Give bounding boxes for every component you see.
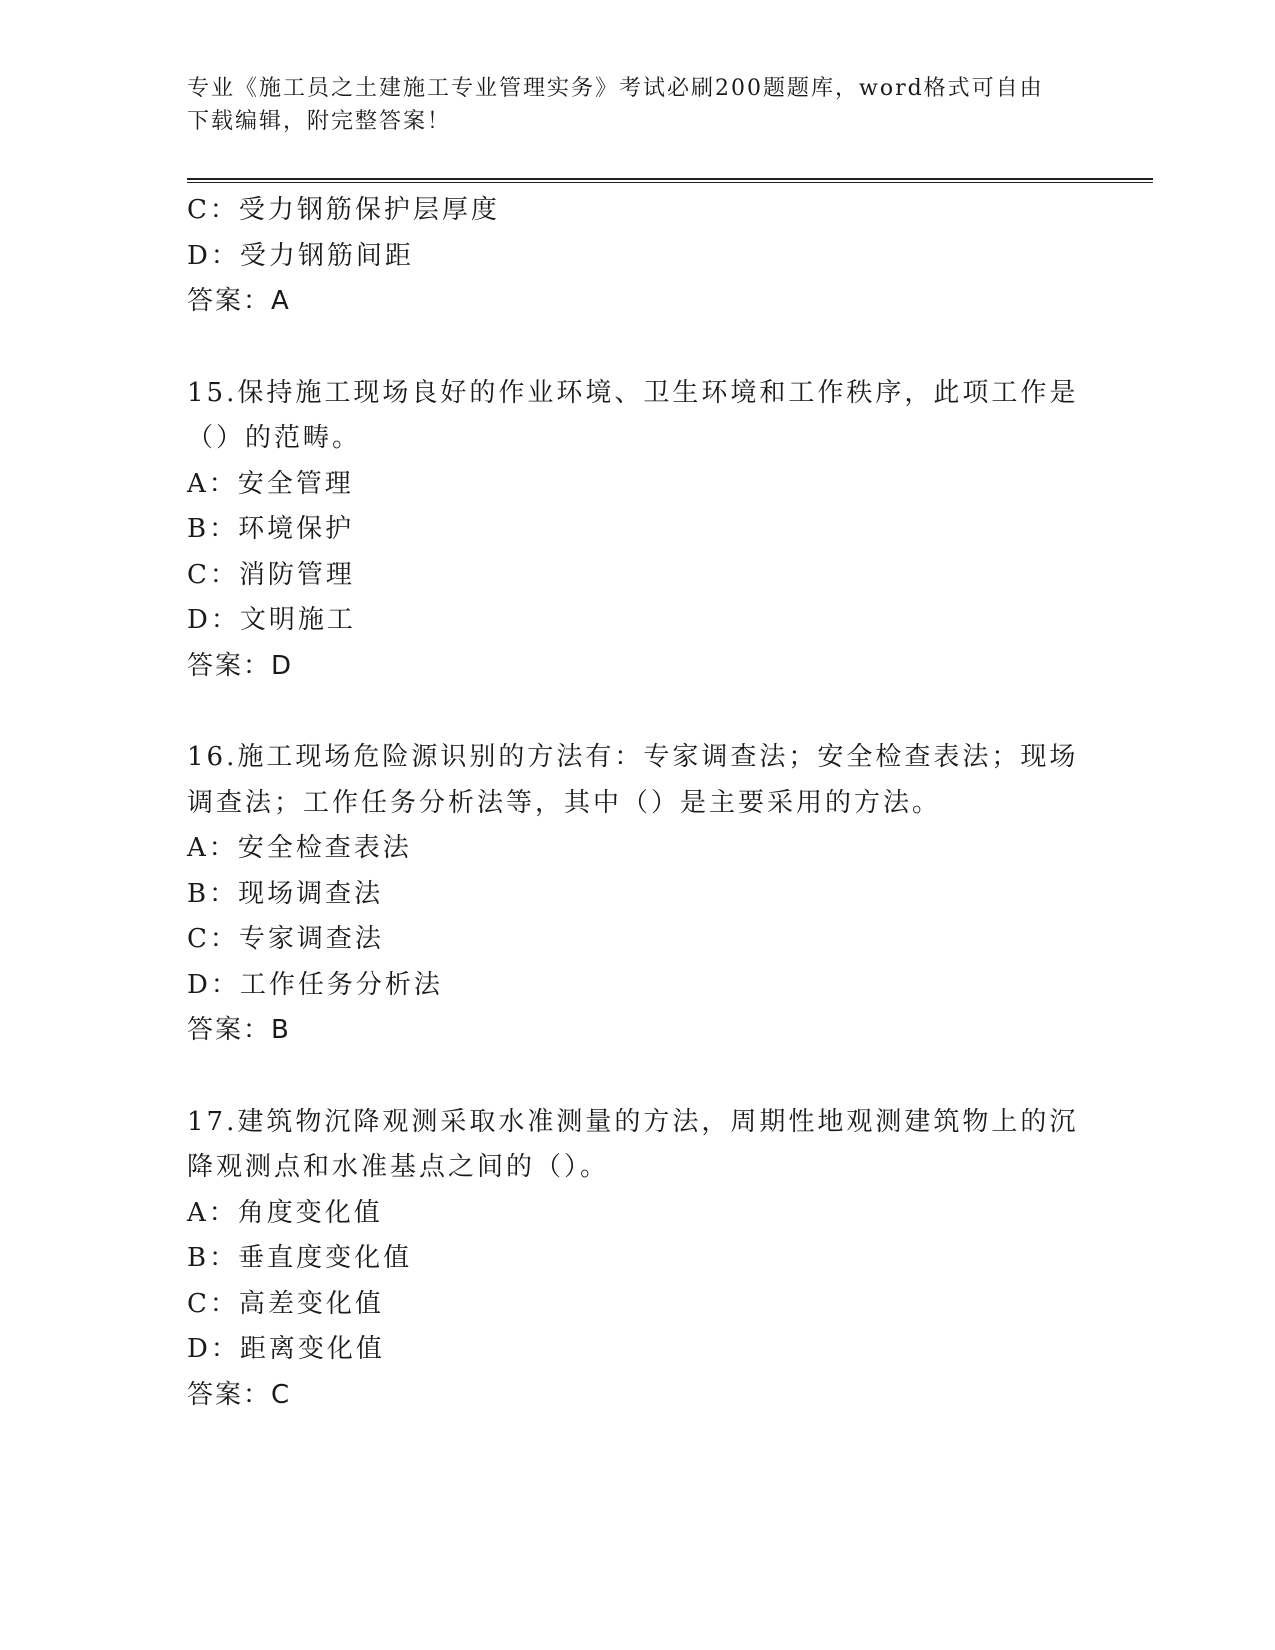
header-divider bbox=[187, 178, 1153, 183]
answer-line: 答案：D bbox=[187, 650, 294, 681]
option-c: C：消防管理 bbox=[187, 559, 355, 590]
option-b: B：环境保护 bbox=[187, 514, 355, 544]
option-d: D：受力钢筋间距 bbox=[187, 240, 414, 271]
question-17 bbox=[187, 1100, 1087, 1419]
option-c: C：高差变化值 bbox=[187, 1288, 384, 1319]
answer-line: 答案：A bbox=[187, 286, 291, 316]
option-c: C：专家调查法 bbox=[187, 924, 384, 954]
question-stem: 15.保持施工现场良好的作业环境、卫生环境和工作秩序，此项工作是 bbox=[187, 377, 1079, 408]
answer-line: 答案：C bbox=[187, 1379, 292, 1410]
option-a: A：安全检查表法 bbox=[187, 833, 412, 863]
document-header bbox=[187, 72, 1067, 138]
option-c: C：受力钢筋保护层厚度 bbox=[187, 195, 500, 225]
option-b: B：垂直度变化值 bbox=[187, 1243, 413, 1273]
spacer bbox=[187, 1054, 1087, 1100]
answer-line: 答案：B bbox=[187, 1015, 291, 1045]
question-16 bbox=[187, 735, 1087, 1054]
question-stem-continued: 调查法；工作任务分析法等，其中（）是主要采用的方法。 bbox=[187, 787, 942, 818]
question-stem-continued: （）的范畴。 bbox=[187, 423, 362, 453]
option-a: A：安全管理 bbox=[187, 468, 354, 499]
question-stem-continued: 降观测点和水准基点之间的（）。 bbox=[187, 1152, 610, 1182]
option-d: D：工作任务分析法 bbox=[187, 969, 443, 1000]
option-d: D：距离变化值 bbox=[187, 1334, 385, 1364]
option-a: A：角度变化值 bbox=[187, 1197, 383, 1228]
option-b: B：现场调查法 bbox=[187, 878, 384, 909]
spacer bbox=[187, 689, 1087, 735]
question-14-continued bbox=[187, 188, 1087, 325]
option-d: D：文明施工 bbox=[187, 605, 356, 635]
header-line-1: 专业《施工员之土建施工专业管理实务》考试必刷200题题库，word格式可自由 bbox=[187, 76, 1044, 101]
question-15 bbox=[187, 371, 1087, 690]
spacer bbox=[187, 325, 1087, 371]
question-stem: 16.施工现场危险源识别的方法有：专家调查法；安全检查表法；现场 bbox=[187, 742, 1079, 772]
question-stem: 17.建筑物沉降观测采取水准测量的方法，周期性地观测建筑物上的沉 bbox=[187, 1106, 1079, 1137]
header-line-2: 下载编辑，附完整答案！ bbox=[187, 109, 452, 134]
document-body bbox=[187, 188, 1087, 1418]
